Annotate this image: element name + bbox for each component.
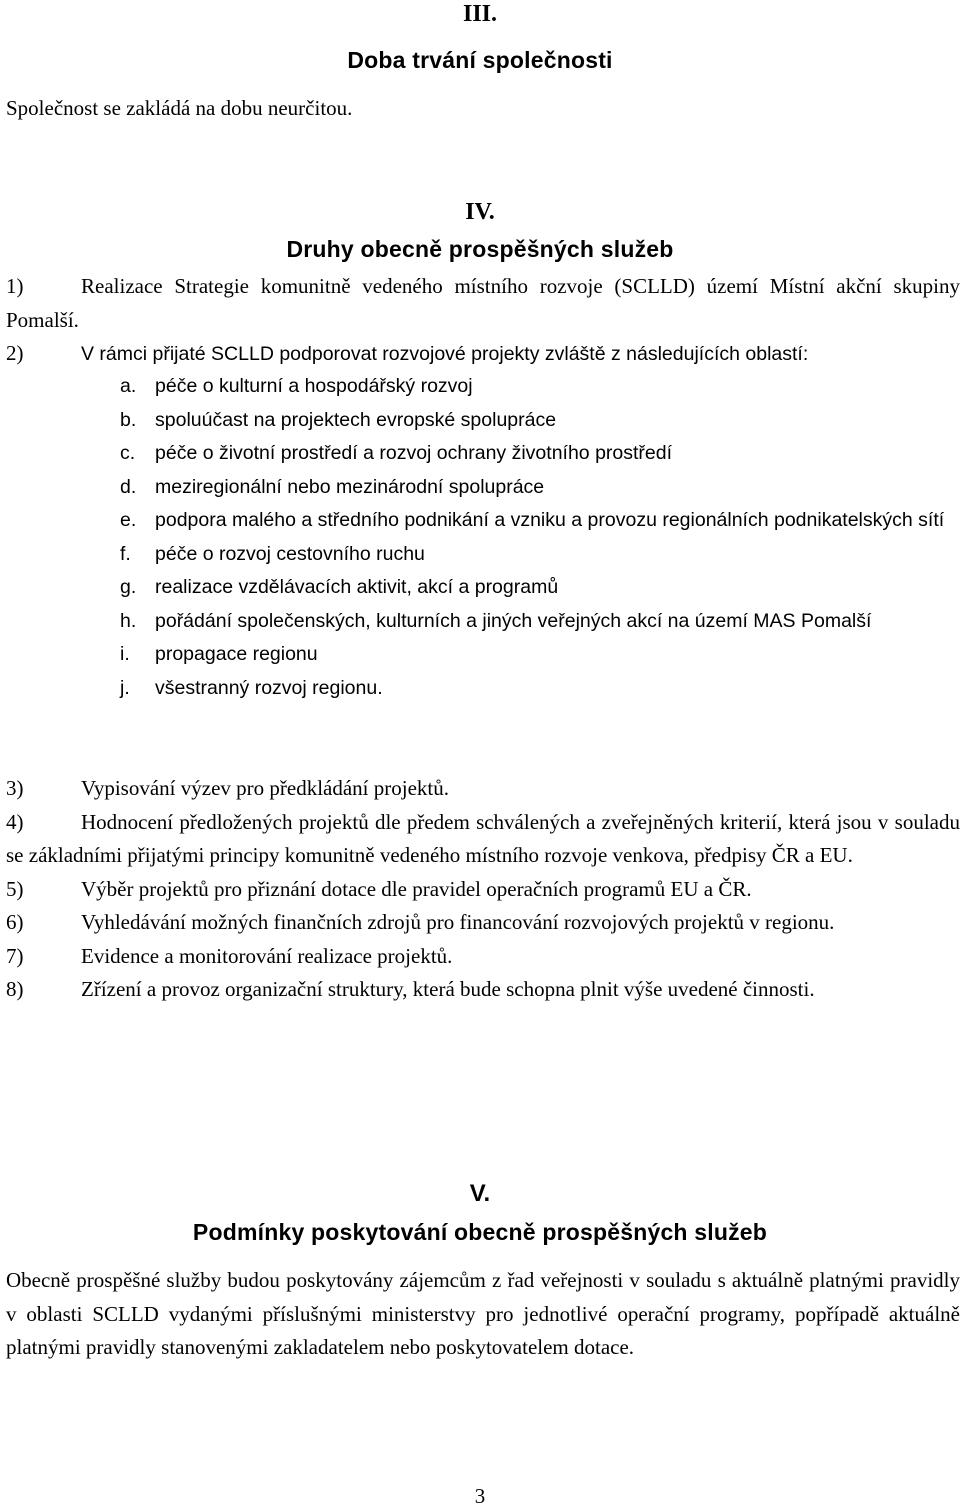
item-text: Vypisování výzev pro předkládání projektů. (81, 776, 449, 800)
item-text: Zřízení a provoz organizační struktury, která bude schopna plnit výše uvedené činnosti. (81, 977, 815, 1001)
list-item (120, 370, 960, 404)
list-item (6, 973, 960, 1007)
section-4-items-bottom (6, 772, 960, 1007)
item-letter: d. (120, 475, 137, 498)
section-4-title: Druhy obecně prospěšných služeb (286, 236, 674, 262)
list-item (120, 504, 960, 538)
section-3-text: Společnost se zakládá na dobu neurčitou. (6, 96, 353, 120)
list-item (120, 538, 960, 572)
item-text: pořádání společenských, kulturních a jiných veřejných akcí na území MAS Pomalší (155, 609, 872, 632)
item-text: péče o kulturní a hospodářský rozvoj (155, 375, 473, 397)
item-text: Hodnocení předložených projektů dle předem schválených a zveřejněných kriterií, která jsou v souladu se základními přijatými principy komunitně vedeného místního rozvoje venkova, předpisy ČR a EU. (6, 809, 960, 867)
item-text: péče o rozvoj cestovního ruchu (155, 542, 425, 565)
section-3-number: III. (462, 1, 498, 27)
item-number: 3) (6, 776, 24, 800)
list-item (6, 906, 960, 940)
item-text: podpora malého a středního podnikání a vzniku a provozu regionálních podnikatelských sítí (155, 509, 945, 531)
item-text: všestranný rozvoj regionu. (155, 676, 383, 699)
item-number: 8) (6, 977, 24, 1001)
item-letter: a. (120, 375, 137, 397)
item-number: 7) (6, 943, 24, 968)
section-5-title: Podmínky poskytování obecně prospěšných služeb (192, 1219, 768, 1245)
list-item (120, 672, 960, 706)
list-item (120, 404, 960, 438)
section-4-items-top (6, 270, 960, 372)
item-letter: g. (120, 576, 137, 598)
item-text: realizace vzdělávacích aktivit, akcí a programů (155, 576, 559, 598)
item-text: spoluúčast na projektech evropské spolupráce (155, 408, 557, 431)
item-letter: e. (120, 509, 137, 531)
item-letter: i. (120, 643, 130, 665)
item-letter: j. (120, 676, 130, 699)
item-text: Evidence a monitorování realizace projektů. (81, 943, 453, 968)
item-number: 5) (6, 876, 24, 901)
item-number: 2) (6, 341, 24, 365)
section-5-number: V. (469, 1180, 491, 1207)
item-number: 1) (6, 274, 24, 298)
item-text: Realizace Strategie komunitně vedeného místního rozvoje (SCLLD) území Místní akční skupiny Pomalší. (6, 274, 960, 332)
item-letter: b. (120, 408, 137, 431)
item-text: Výběr projektů pro přiznání dotace dle pravidel operačních programů EU a ČR. (81, 876, 752, 901)
list-item (6, 337, 960, 372)
item-text: meziregionální nebo mezinárodní spolupráce (155, 475, 545, 498)
list-item (120, 571, 960, 605)
section-4-number: IV. (465, 199, 495, 225)
page-number: 3 (474, 1484, 486, 1508)
list-item (120, 437, 960, 471)
item-letter: c. (120, 442, 136, 464)
list-item (120, 471, 960, 505)
list-item (6, 270, 960, 337)
item-text: propagace regionu (155, 643, 318, 665)
list-item (6, 873, 960, 907)
list-item (6, 940, 960, 974)
item-letter: h. (120, 609, 137, 632)
list-item (6, 772, 960, 806)
item-text: V rámci přijaté SCLLD podporovat rozvojové projekty zvláště z následujících oblastí: (81, 343, 809, 365)
list-item (120, 605, 960, 639)
list-item (120, 638, 960, 672)
list-item (6, 806, 960, 873)
item-letter: f. (120, 542, 131, 565)
item-number: 4) (6, 809, 24, 834)
section-3-title: Doba trvání společnosti (347, 47, 613, 73)
item-number: 6) (6, 910, 24, 934)
section-5-text: Obecně prospěšné služby budou poskytovány zájemcům z řad veřejnosti v souladu s aktuálně platnými pravidly v oblasti SCLLD vydanými příslušnými ministerstvy pro jednotlivé operační programy, popřípadě aktuálně platnými pravidly stanovenými zakladatelem nebo poskytovatelem dotace. (6, 1268, 960, 1359)
sub-list (120, 370, 960, 705)
item-text: Vyhledávání možných finančních zdrojů pro financování rozvojových projektů v regionu. (81, 910, 835, 934)
item-text: péče o životní prostředí a rozvoj ochrany životního prostředí (155, 442, 673, 464)
